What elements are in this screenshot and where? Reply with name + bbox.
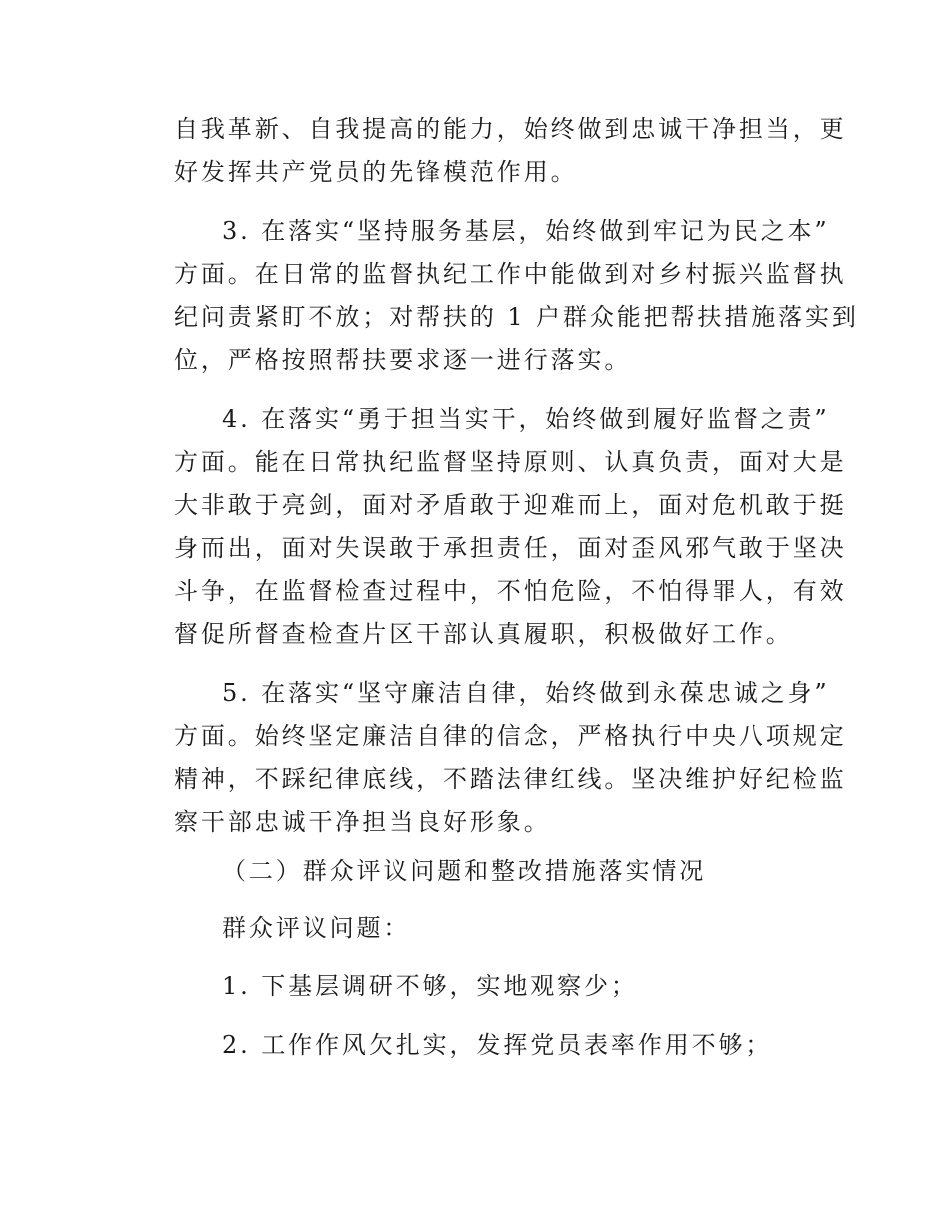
item-5-line-2: 方面。始终坚定廉洁自律的信念，严格执行中央八项规定 — [174, 722, 847, 750]
section-heading: （二）群众评议问题和整改措施落实情况 — [222, 857, 707, 885]
issue-item-2: 2. 工作作风欠扎实，发挥党员表率作用不够； — [222, 1031, 773, 1059]
item-5-line-3: 精神，不踩纪律底线，不踏法律红线。坚决维护好纪检监 — [174, 765, 847, 793]
item-4-line-2: 方面。能在日常执纪监督坚持原则、认真负责，面对大是 — [174, 448, 847, 476]
item-5-line-4: 察干部忠诚干净担当良好形象。 — [174, 808, 551, 836]
item-4-line-4: 身而出，面对失误敢于承担责任，面对歪风邪气敢于坚决 — [174, 534, 847, 562]
item-4-line-6: 督促所督查检查片区干部认真履职，积极做好工作。 — [174, 620, 793, 648]
item-4-line-5: 斗争，在监督检查过程中，不怕危险，不怕得罪人，有效 — [174, 577, 847, 605]
item-3-line-1: 3. 在落实“坚持服务基层，始终做到牢记为民之本” — [222, 217, 830, 245]
item-3-line-2: 方面。在日常的监督执纪工作中能做到对乡村振兴监督执 — [174, 260, 847, 288]
item-4-line-3: 大非敢于亮剑，面对矛盾敢于迎难而上，面对危机敢于挺 — [174, 491, 847, 519]
issue-item-1: 1. 下基层调研不够，实地观察少； — [222, 972, 638, 1000]
issues-label: 群众评议问题： — [222, 914, 411, 942]
item-3-line-3: 纪问责紧盯不放；对帮扶的 1 户群众能把帮扶措施落实到 — [174, 303, 859, 331]
paragraph-2-line-2: 好发挥共产党员的先锋模范作用。 — [174, 158, 578, 186]
item-4-line-1: 4. 在落实“勇于担当实干，始终做到履好监督之责” — [222, 405, 830, 433]
item-3-line-4: 位，严格按照帮扶要求逐一进行落实。 — [174, 346, 632, 374]
item-5-line-1: 5. 在落实“坚守廉洁自律，始终做到永葆忠诚之身” — [222, 679, 830, 707]
paragraph-2-line-1: 自我革新、自我提高的能力，始终做到忠诚干净担当，更 — [174, 115, 847, 143]
